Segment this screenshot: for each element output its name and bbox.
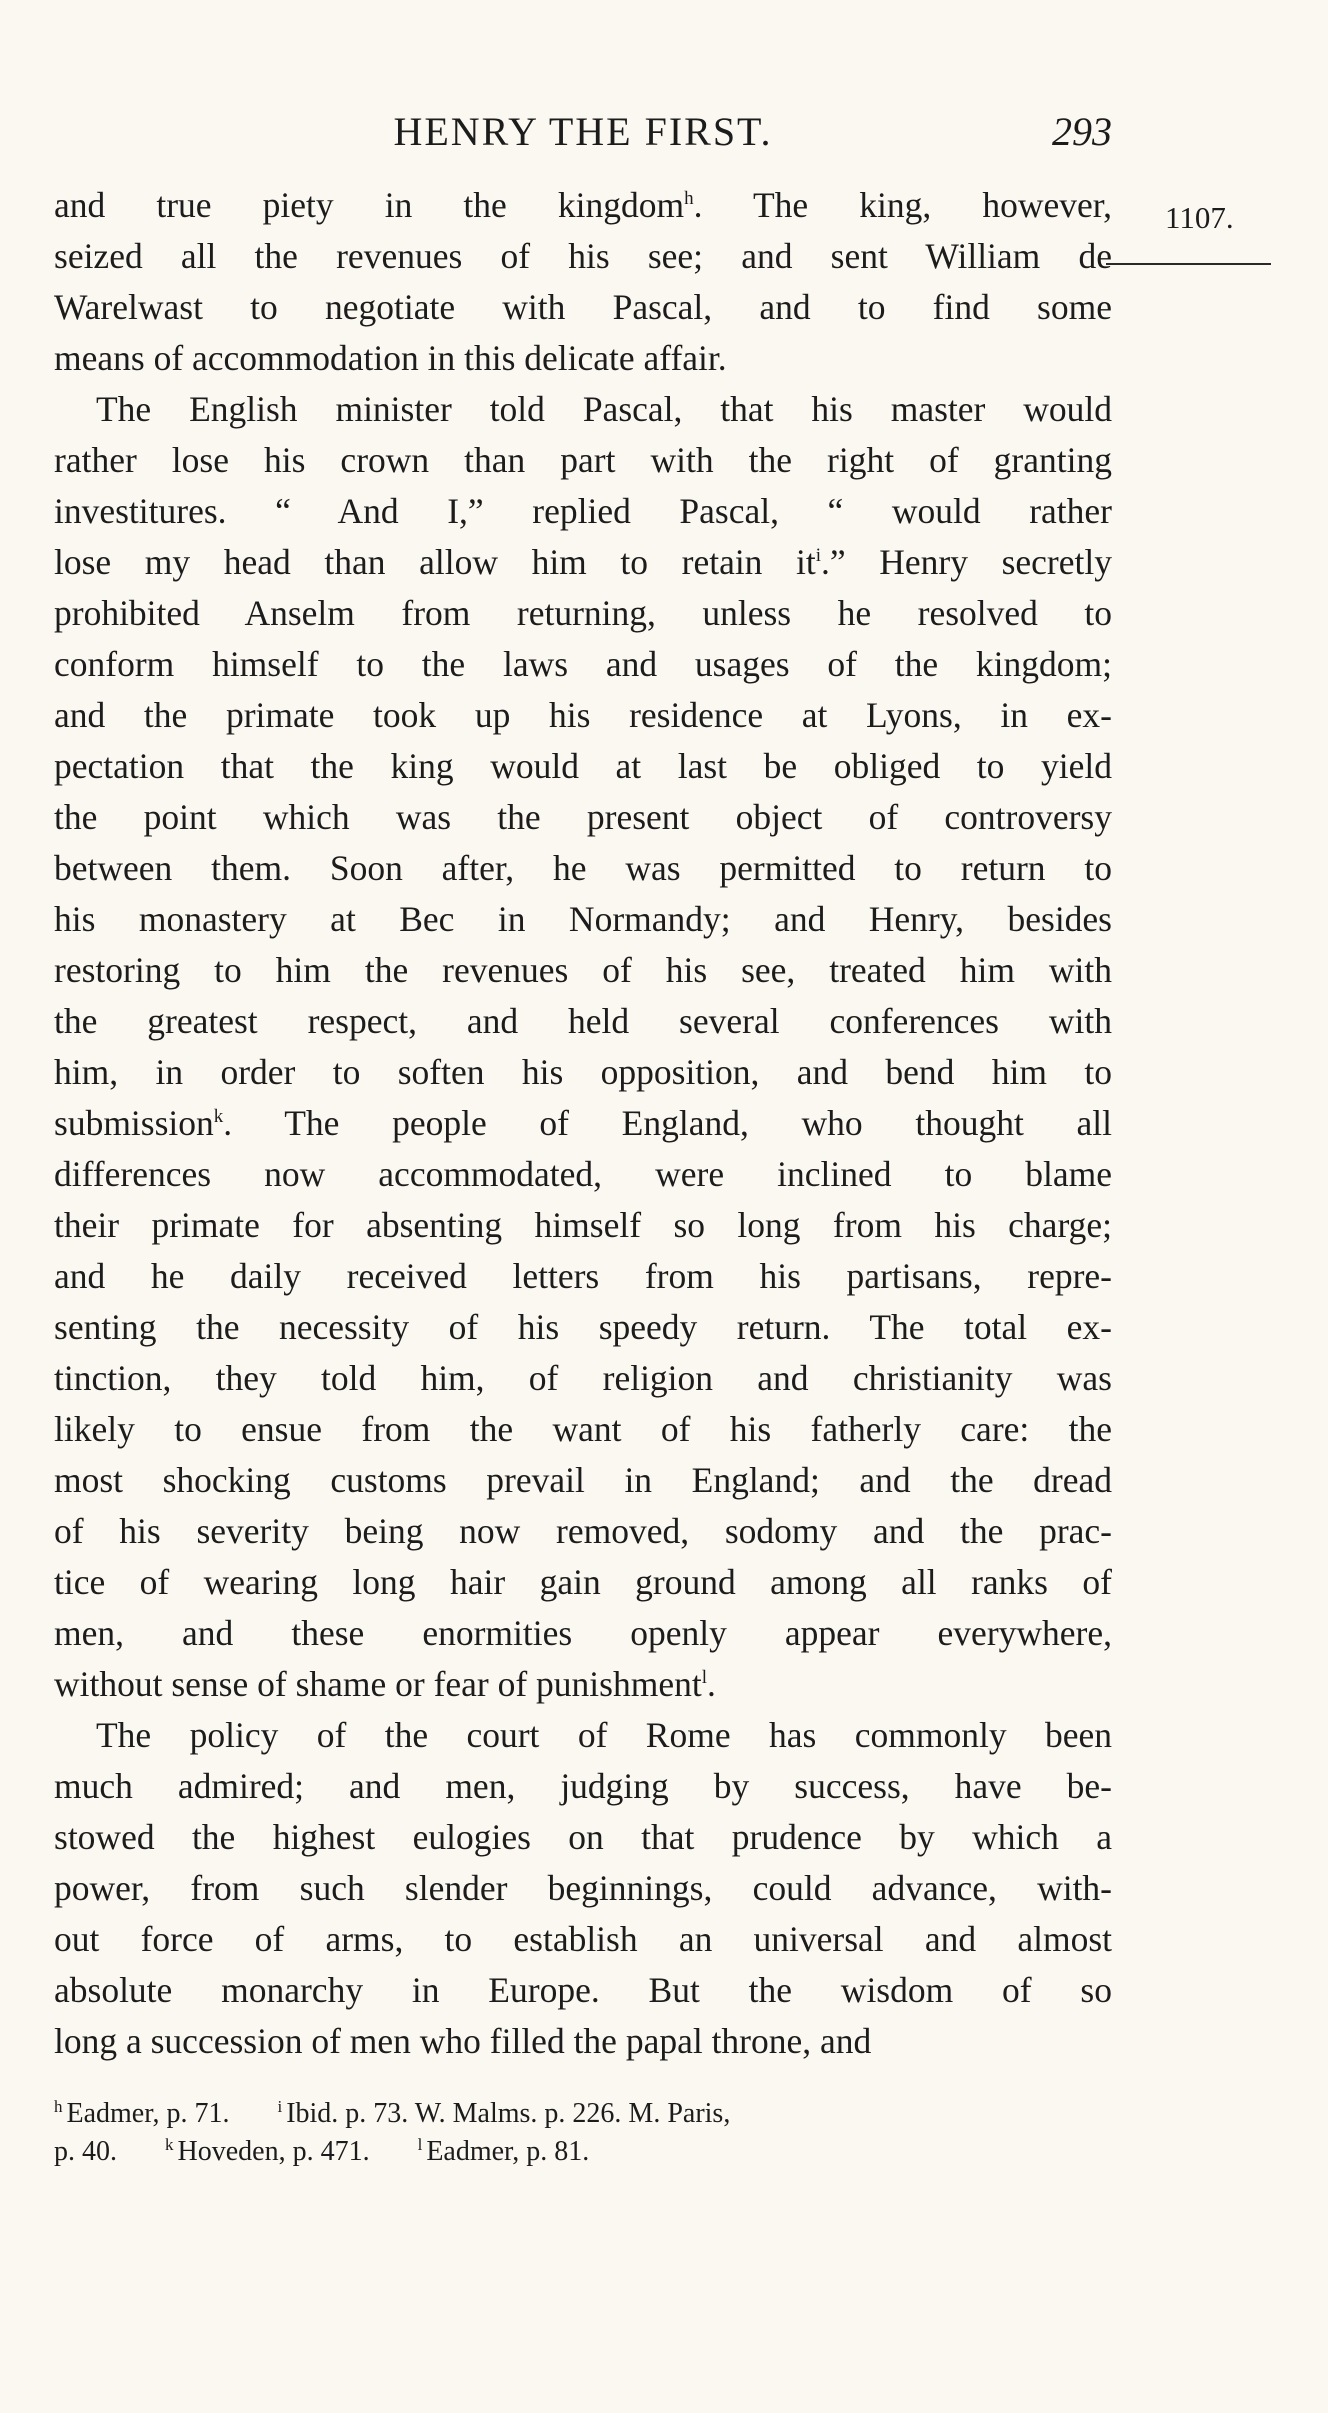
text-segment: . The people of England, who thought all — [223, 1103, 1112, 1143]
text-segment: The policy of the court of Rome has commonly been — [96, 1715, 1112, 1755]
footnote-l — [418, 2133, 590, 2171]
footnote-mark: i — [277, 2096, 283, 2116]
text-segment: Warelwast to negotiate with Pascal, and to find some — [54, 287, 1112, 327]
text-segment: .” Henry secretly — [821, 542, 1112, 582]
text-segment: their primate for absenting himself so long from his charge; — [54, 1205, 1112, 1245]
body-text — [54, 180, 1112, 2067]
paragraph — [54, 384, 1112, 1710]
footnote-h — [54, 2095, 229, 2133]
text-line — [54, 231, 1112, 282]
footnote-k — [165, 2133, 370, 2171]
footnote-continuation — [54, 2133, 117, 2171]
text-line — [54, 588, 1112, 639]
text-line — [54, 741, 1112, 792]
text-segment: him, in order to soften his opposition, and bend him to — [54, 1052, 1112, 1092]
text-line — [54, 996, 1112, 1047]
text-line — [54, 1404, 1112, 1455]
text-segment: means of accommodation in this delicate affair. — [54, 338, 727, 378]
text-segment: and the primate took up his residence at Lyons, in ex- — [54, 695, 1112, 735]
text-line — [54, 1353, 1112, 1404]
footnote-line-2 — [54, 2133, 1112, 2171]
footnote-text: Hoveden, p. 471. — [177, 2136, 370, 2167]
text-line — [54, 690, 1112, 741]
text-line — [54, 1659, 1112, 1710]
text-segment: likely to ensue from the want of his fatherly care: the — [54, 1409, 1112, 1449]
text-line — [54, 792, 1112, 843]
text-segment: rather lose his crown than part with the right of granting — [54, 440, 1112, 480]
text-line — [54, 1149, 1112, 1200]
text-segment: and he daily received letters from his partisans, repre- — [54, 1256, 1112, 1296]
text-line — [54, 1965, 1112, 2016]
text-segment: the point which was the present object of controversy — [54, 797, 1112, 837]
text-segment: between them. Soon after, he was permitted to return to — [54, 848, 1112, 888]
text-line — [54, 945, 1112, 996]
running-title: HENRY THE FIRST. — [393, 109, 773, 154]
text-segment: his monastery at Bec in Normandy; and Henry, besides — [54, 899, 1112, 939]
text-line — [54, 2016, 1112, 2067]
footnote-mark: l — [417, 2134, 423, 2154]
footnote-text: p. 40. — [54, 2136, 117, 2167]
text-segment: senting the necessity of his speedy return. The total ex- — [54, 1307, 1112, 1347]
text-segment: submission — [54, 1103, 214, 1143]
text-segment: tinction, they told him, of religion and christianity was — [54, 1358, 1112, 1398]
text-line — [54, 1047, 1112, 1098]
footnote-text: Eadmer, p. 81. — [426, 2136, 590, 2167]
footnote-text: Eadmer, p. 71. — [66, 2098, 230, 2129]
footnote-reference: k — [213, 1106, 224, 1128]
page-number: 293 — [1052, 109, 1112, 154]
page-header — [54, 102, 1112, 162]
text-line — [54, 843, 1112, 894]
footnote-mark: k — [165, 2134, 174, 2154]
text-segment: without sense of shame or fear of punishment — [54, 1664, 702, 1704]
text-line — [54, 1914, 1112, 1965]
text-line — [54, 1812, 1112, 1863]
text-segment: seized all the revenues of his see; and sent William de — [54, 236, 1112, 276]
text-segment: conform himself to the laws and usages of the kingdom; — [54, 644, 1112, 684]
text-line — [54, 639, 1112, 690]
text-segment: restoring to him the revenues of his see, treated him with — [54, 950, 1112, 990]
text-segment: . — [707, 1664, 716, 1704]
text-segment: differences now accommodated, were inclined to blame — [54, 1154, 1112, 1194]
text-line — [54, 1863, 1112, 1914]
text-segment: and true piety in the kingdom — [54, 185, 685, 225]
margin-rule-divider — [1106, 263, 1271, 265]
footnote-i — [277, 2095, 730, 2133]
text-line — [54, 1251, 1112, 1302]
paragraph — [54, 1710, 1112, 2067]
text-line — [54, 1557, 1112, 1608]
text-segment: investitures. “ And I,” replied Pascal, “ would rather — [54, 491, 1112, 531]
footnote-text: Ibid. p. 73. W. Malms. p. 226. M. Paris, — [286, 2098, 731, 2129]
text-segment: . The king, however, — [693, 185, 1113, 225]
text-line — [54, 1098, 1112, 1149]
margin-year-note: 1107. — [1165, 200, 1234, 235]
text-segment: long a succession of men who filled the papal throne, and — [54, 2021, 872, 2061]
text-segment: power, from such slender beginnings, could advance, with- — [54, 1868, 1112, 1908]
text-segment: out force of arms, to establish an universal and almost — [54, 1919, 1112, 1959]
text-segment: absolute monarchy in Europe. But the wisdom of so — [54, 1970, 1112, 2010]
text-line — [54, 180, 1112, 231]
text-segment: of his severity being now removed, sodomy and the prac- — [54, 1511, 1112, 1551]
footnote-mark: h — [54, 2096, 63, 2116]
text-line — [54, 1302, 1112, 1353]
text-segment: men, and these enormities openly appear everywhere, — [54, 1613, 1112, 1653]
text-segment: pectation that the king would at last be obliged to yield — [54, 746, 1112, 786]
text-segment: stowed the highest eulogies on that prudence by which a — [54, 1817, 1112, 1857]
text-line — [54, 1608, 1112, 1659]
text-line — [54, 1455, 1112, 1506]
footnote-reference: h — [684, 188, 694, 210]
text-line — [54, 486, 1112, 537]
footnote-reference: i — [815, 545, 822, 567]
footnote-line-1 — [54, 2095, 1112, 2133]
text-line — [54, 435, 1112, 486]
text-line — [54, 1200, 1112, 1251]
text-line — [54, 333, 1112, 384]
text-line — [54, 1506, 1112, 1557]
text-line — [54, 1761, 1112, 1812]
paragraph — [54, 180, 1112, 384]
footnote-reference: l — [701, 1667, 708, 1689]
text-line — [54, 1710, 1112, 1761]
text-segment: prohibited Anselm from returning, unless he resolved to — [54, 593, 1112, 633]
footnotes — [54, 2095, 1112, 2171]
text-segment: tice of wearing long hair gain ground among all ranks of — [54, 1562, 1112, 1602]
text-segment: The English minister told Pascal, that his master would — [96, 389, 1112, 429]
text-segment: lose my head than allow him to retain it — [54, 542, 816, 582]
text-line — [54, 894, 1112, 945]
text-segment: most shocking customs prevail in England; and the dread — [54, 1460, 1112, 1500]
text-line — [54, 537, 1112, 588]
text-line — [54, 282, 1112, 333]
text-segment: the greatest respect, and held several conferences with — [54, 1001, 1112, 1041]
text-segment: much admired; and men, judging by success, have be- — [54, 1766, 1112, 1806]
text-line — [54, 384, 1112, 435]
